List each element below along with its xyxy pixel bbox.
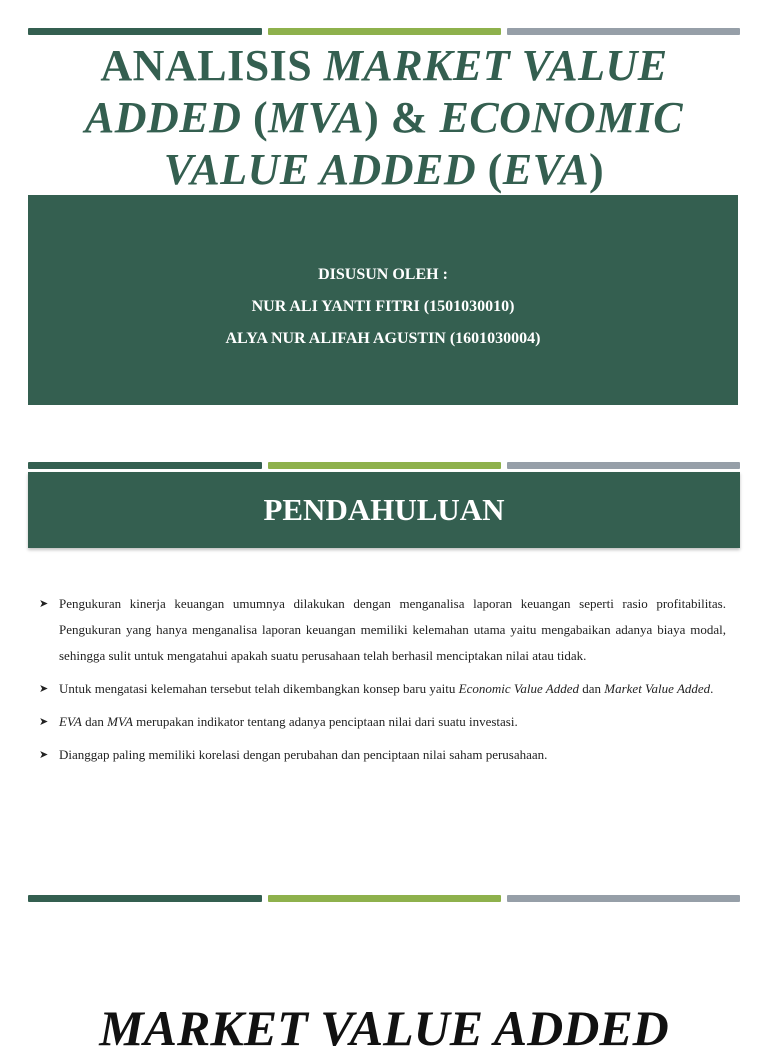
author-1: NUR ALI YANTI FITRI (1501030010) bbox=[251, 298, 515, 315]
stripe-gray bbox=[507, 895, 740, 902]
bullet-text-italic: Market Value Added bbox=[604, 681, 711, 696]
arrowhead-bullet-icon: ➤ bbox=[39, 683, 49, 695]
bullet-text: Pengukuran kinerja keuangan umumnya dilakukan dengan menganalisa laporan keuangan seperti rasio profitabilitas. Pengukuran yang hanya menganalisa laporan keuangan memiliki kelemahan utama yaitu mengabaikan adanya biaya modal, sehingga sulit untuk mengatahui apakah suatu perusahaan telah berhasil menciptakan nilai atau tidak. bbox=[59, 596, 726, 663]
arrowhead-bullet-icon: ➤ bbox=[39, 716, 49, 728]
bullet-text-italic: EVA bbox=[59, 714, 82, 729]
slide-title bbox=[40, 40, 728, 196]
stripe-gray bbox=[507, 28, 740, 35]
arrowhead-bullet-icon: ➤ bbox=[39, 749, 49, 761]
decorative-stripe-bar bbox=[28, 462, 740, 469]
bullet-text: Dianggap paling memiliki korelasi dengan perubahan dan penciptaan nilai saham perusahaan. bbox=[59, 747, 548, 762]
bullet-item bbox=[36, 742, 726, 768]
stripe-light-green bbox=[268, 895, 501, 902]
title-text-italic: ECONOMIC VALUE ADDED bbox=[163, 93, 684, 194]
bullet-item bbox=[36, 709, 726, 735]
stripe-dark-green bbox=[28, 895, 262, 902]
bullet-item bbox=[36, 676, 726, 702]
title-text: ( bbox=[241, 93, 269, 142]
bullet-text-italic: MVA bbox=[107, 714, 133, 729]
title-text: ( bbox=[476, 145, 503, 194]
author-2: ALYA NUR ALIFAH AGUSTIN (1601030004) bbox=[225, 330, 541, 347]
bullet-text: . bbox=[710, 681, 714, 696]
title-text-italic: MARKET VALUE ADDED bbox=[84, 41, 668, 142]
stripe-dark-green bbox=[28, 462, 262, 469]
bullet-text: dan bbox=[578, 681, 605, 696]
title-text-italic: MVA bbox=[268, 93, 365, 142]
section-title-banner bbox=[28, 472, 740, 548]
title-text: ) bbox=[589, 145, 605, 194]
title-text-italic: EVA bbox=[502, 145, 590, 194]
author-box bbox=[28, 195, 738, 405]
decorative-stripe-bar bbox=[28, 28, 740, 35]
stripe-dark-green bbox=[28, 28, 262, 35]
bullet-text: Untuk mengatasi kelemahan tersebut telah dikembangkan konsep baru yaitu bbox=[59, 681, 459, 696]
decorative-stripe-bar bbox=[28, 895, 740, 902]
author-heading: DISUSUN OLEH : bbox=[318, 266, 448, 283]
bullet-list bbox=[36, 591, 726, 775]
section-title: PENDAHULUAN bbox=[263, 492, 505, 527]
stripe-gray bbox=[507, 462, 740, 469]
title-text: ANALISIS bbox=[100, 41, 324, 90]
title-text: ) & bbox=[364, 93, 440, 142]
stripe-light-green bbox=[268, 28, 501, 35]
arrowhead-bullet-icon: ➤ bbox=[39, 598, 49, 610]
bullet-text-italic: Economic Value Added bbox=[458, 681, 579, 696]
bullet-item bbox=[36, 591, 726, 669]
bullet-text: merupakan indikator tentang adanya penciptaan nilai dari suatu investasi. bbox=[132, 714, 518, 729]
bullet-text: dan bbox=[81, 714, 108, 729]
stripe-light-green bbox=[268, 462, 501, 469]
next-slide-title: MARKET VALUE ADDED bbox=[99, 1000, 669, 1056]
